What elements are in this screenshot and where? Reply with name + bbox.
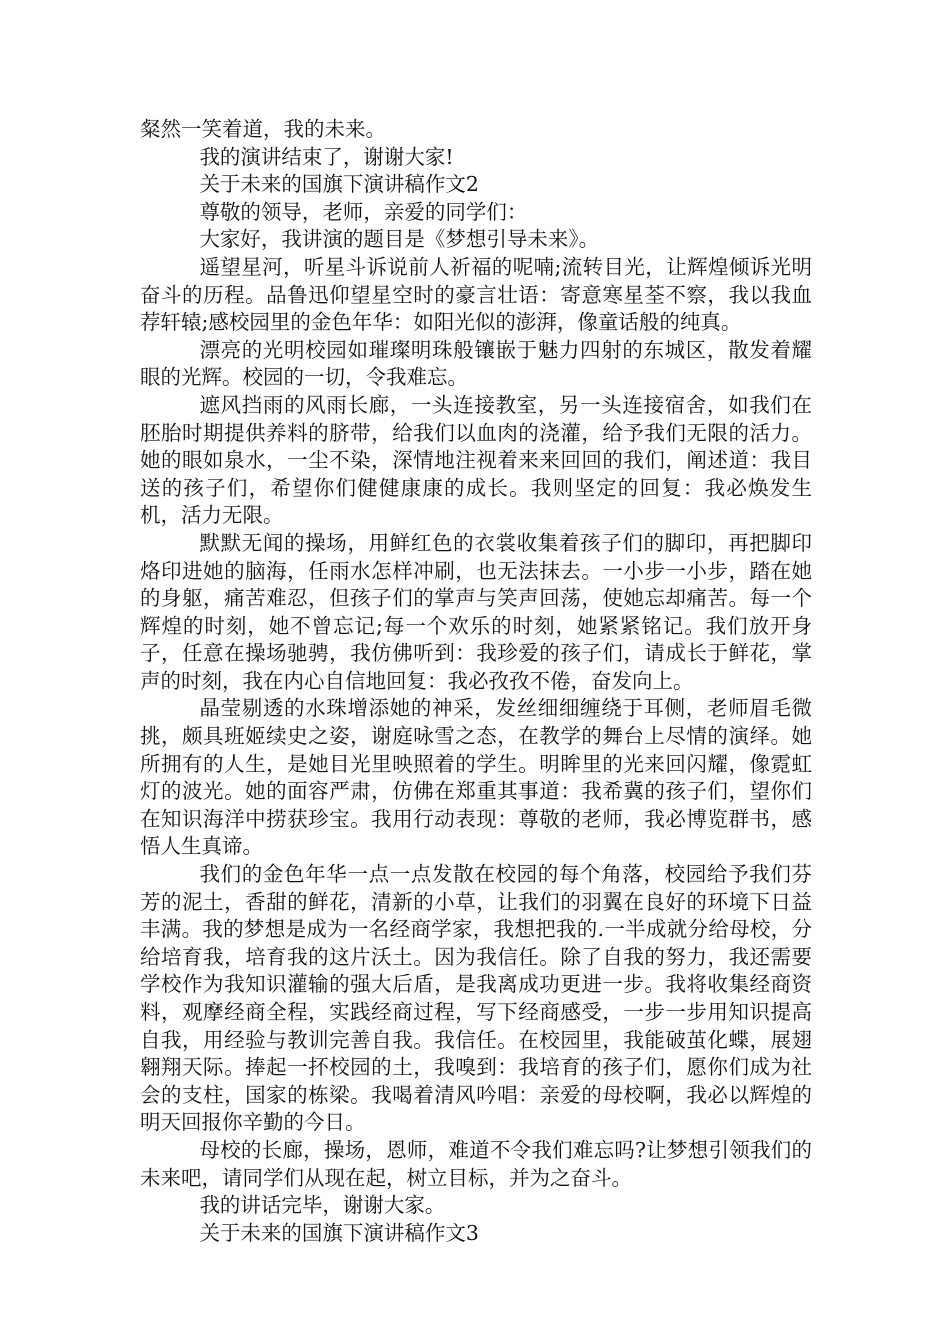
paragraph-topic: 大家好，我讲演的题目是《梦想引导未来》。 (199, 227, 600, 252)
paragraph-closing-line: 粲然一笑着道，我的未来。 (140, 117, 386, 141)
paragraph-playground: 默默无闻的操场，用鲜红色的衣裳收集着孩子们的脚印，再把脚印烙印进她的脑海，任雨水怎样冲刷，也无法抹去。一小步一小步，踏在她的身躯，痛苦难忍，但孩子们的掌声与笑声回荡，使她忘却痛苦。每一个辉煌的时刻，她不曾忘记;每一个欢乐的时刻，她紧紧铭记。我们放开身子，任意在操场驰骋，我仿佛听到：我珍爱的孩子们，请成长于鲜花，掌声的时刻，我在内心自信地回复：我必孜孜不倦，奋发向上。 (140, 530, 812, 693)
paragraph-campus: 漂亮的光明校园如璀璨明珠般镶嵌于魅力四射的东城区，散发着耀眼的光辉。校园的一切，令我难忘。 (140, 337, 812, 390)
paragraph-corridor: 遮风挡雨的风雨长廊，一头连接教室，另一头连接宿舍，如我们在胚胎时期提供养料的脐带，给我们以血肉的浇灌，给予我们无限的活力。她的眼如泉水，一尘不染，深情地注视着来来回回的我们，阐述道：我目送的孩子们，希望你们健健康康的成长。我则坚定的回复：我必焕发生机，活力无限。 (140, 392, 812, 528)
paragraph-golden-years: 我们的金色年华一点一点发散在校园的每个角落，校园给予我们芬芳的泥土，香甜的鲜花，清新的小草，让我们的羽翼在良好的环境下日益丰满。我的梦想是成为一名经商学家，我想把我的.一半成就分给母校，分给培育我，培育我的这片沃土。因为我信任。除了自我的努力，我还需要学校作为我知识灌输的强大后盾，是我离成功更进一步。我将收集经商资料，观摩经商全程，实践经商过程，写下经商感受，一步一步用知识提高自我，用经验与教训完善自我。我信任。在校园里，我能破茧化蝶，展翅翱翔天际。捧起一抔校园的土，我嗅到：我培育的孩子们，愿你们成为社会的支柱，国家的栋梁。我喝着清风吟唱：亲爱的母校啊，我必以辉煌的明天回报你辛勤的今日。 (140, 862, 812, 1135)
section-heading-3: 关于未来的国旗下演讲稿作文3 (199, 1220, 479, 1245)
document-body (140, 116, 812, 1247)
paragraph-salutation: 尊敬的领导，老师，亲爱的同学们： (199, 199, 528, 224)
paragraph-thanks-1: 我的演讲结束了，谢谢大家! (199, 144, 454, 169)
paragraph-stars: 遥望星河，听星斗诉说前人祈福的呢喃;流转目光，让辉煌倾诉光明奋斗的历程。品鲁迅仰望星空时的豪言壮语：寄意寒星荃不察，我以我血荐轩辕;感校园里的金色年华：如阳光似的澎湃，像童话般的纯真。 (140, 254, 812, 335)
paragraph-thanks-2: 我的讲话完毕，谢谢大家。 (199, 1193, 446, 1218)
paragraph-alma-mater: 母校的长廊，操场，恩师，难道不令我们难忘吗?让梦想引领我们的未来吧，请同学们从现在起，树立目标，并为之奋斗。 (140, 1137, 812, 1190)
paragraph-teacher: 晶莹剔透的水珠增添她的神采，发丝细细缠绕于耳侧，老师眉毛微挑，颇具班姬续史之姿，谢庭咏雪之态，在教学的舞台上尽情的演绎。她所拥有的人生，是她目光里映照着的学生。明眸里的光来回闪耀，像霓虹灯的波光。她的面容严肃，仿佛在郑重其事道：我希冀的孩子们，望你们在知识海洋中捞获珍宝。我用行动表现：尊敬的老师，我必博览群书，感悟人生真谛。 (140, 696, 812, 859)
section-heading-2: 关于未来的国旗下演讲稿作文2 (199, 172, 479, 197)
